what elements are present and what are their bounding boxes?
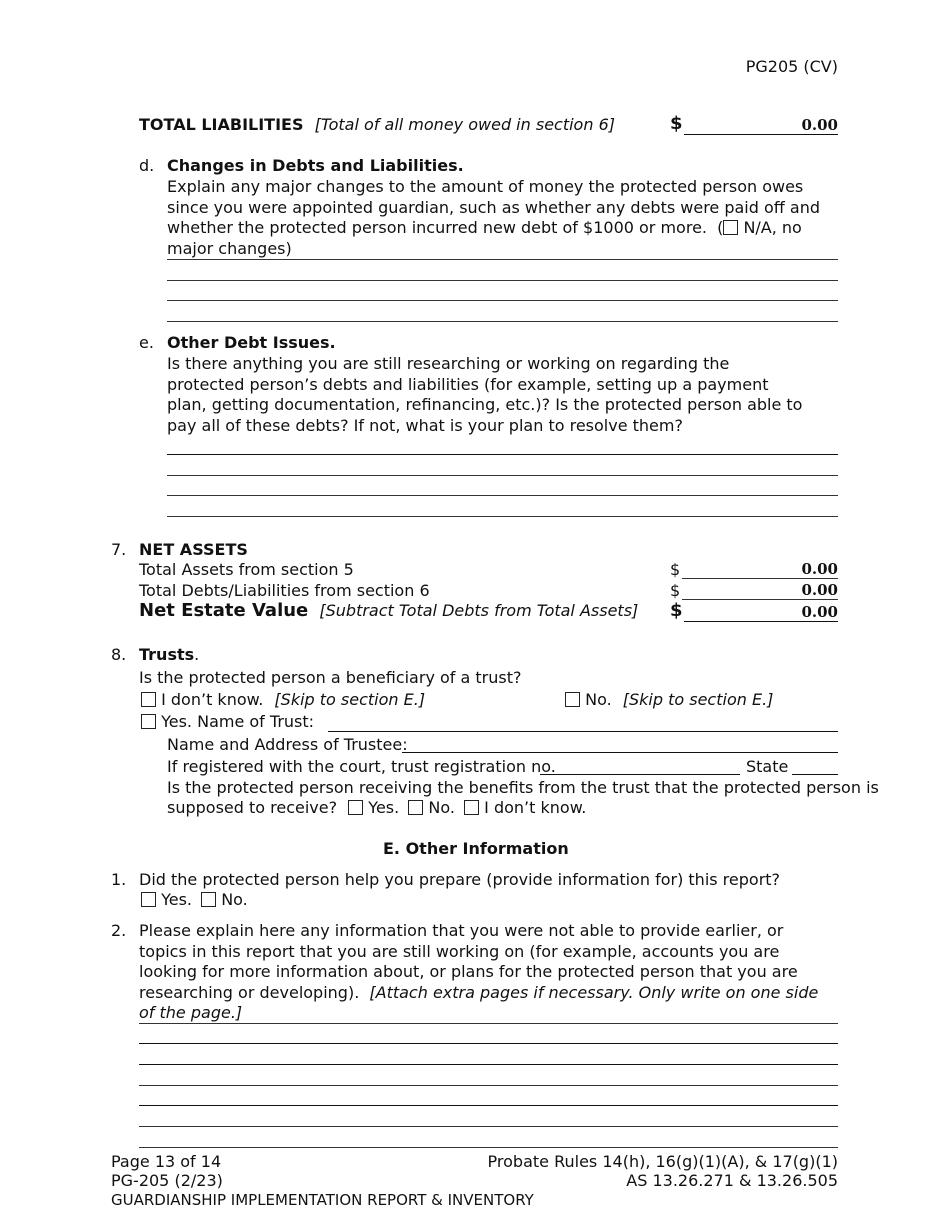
total-liabilities-row xyxy=(139,115,615,136)
receiving-no-checkbox[interactable] xyxy=(408,800,423,815)
section-d-na-label: N/A, no major changes) xyxy=(167,218,802,258)
receiving-question: Is the protected person receiving the benefits from the trust that the protected person is xyxy=(167,778,879,797)
total-liabilities-currency: $ xyxy=(670,113,683,134)
receiving-no-label: No. xyxy=(428,798,455,817)
footer-rules: Probate Rules 14(h), 16(g)(1)(A), & 17(g)(1) xyxy=(487,1152,838,1171)
section-E-heading: E. Other Information xyxy=(383,839,569,858)
net-assets-number: 7. xyxy=(111,540,127,559)
net-assets-row-amount: 0.00 xyxy=(801,560,838,578)
q2-number: 2. xyxy=(111,921,127,940)
form-code: PG205 (CV) xyxy=(745,57,838,76)
q2-answer-line[interactable] xyxy=(139,1105,838,1106)
trust-no-note: [Skip to section E.] xyxy=(622,690,774,709)
section-e-text: Is there anything you are still researching or working on regarding the protected person’s debts and liabilities (for example, setting up a payment plan, getting documentation, refinancing, etc.)? Is the protected person able to pay all of these debts? If not, what is your plan to resolve them? xyxy=(167,354,803,435)
total-liabilities-amount: 0.00 xyxy=(801,116,838,134)
q1-options xyxy=(141,890,248,911)
trust-name-input[interactable] xyxy=(328,713,838,732)
trust-no-label: No. xyxy=(585,690,612,709)
section-d-text: Explain any major changes to the amount of money the protected person owes since you were appointed guardian, such as whether any debts were paid off and whether the protected person incurred new debt of $1000 or more. xyxy=(167,177,820,237)
trust-yes-checkbox[interactable] xyxy=(141,714,156,729)
section-d-answer-line[interactable] xyxy=(167,321,838,322)
q2-answer-line[interactable] xyxy=(139,1147,838,1148)
section-e-answer-line[interactable] xyxy=(167,475,838,476)
q1-number: 1. xyxy=(111,870,127,889)
total-liabilities-note: [Total of all money owed in section 6] xyxy=(314,115,615,134)
q1-yes-checkbox[interactable] xyxy=(141,892,156,907)
receiving-dont-know-label: I don’t know. xyxy=(484,798,587,817)
q2-answer-line[interactable] xyxy=(139,1023,838,1024)
trust-no-checkbox[interactable] xyxy=(565,692,580,707)
net-assets-title: NET ASSETS xyxy=(139,540,248,559)
trustee-label: Name and Address of Trustee: xyxy=(167,735,408,754)
net-estate-currency: $ xyxy=(670,600,683,621)
q2-answer-line[interactable] xyxy=(139,1085,838,1086)
trusts-title-row xyxy=(139,645,199,666)
section-e-answer-line[interactable] xyxy=(167,454,838,455)
trusts-title-period: . xyxy=(194,645,200,664)
trust-no-option xyxy=(565,690,773,711)
trust-dont-know-note: [Skip to section E.] xyxy=(274,690,426,709)
trusts-question: Is the protected person a beneficiary of a trust? xyxy=(139,668,522,687)
trust-yes-label: Yes. Name of Trust: xyxy=(161,712,315,731)
q1-no-checkbox[interactable] xyxy=(201,892,216,907)
trusts-number: 8. xyxy=(111,645,127,664)
net-assets-row-amount: 0.00 xyxy=(801,581,838,599)
trust-dont-know-checkbox[interactable] xyxy=(141,692,156,707)
trust-dont-know-label: I don’t know. xyxy=(161,690,264,709)
section-d-answer-line[interactable] xyxy=(167,259,838,260)
trusts-title: Trusts xyxy=(139,645,195,664)
trust-dont-know-option xyxy=(141,690,425,711)
state-label: State xyxy=(746,757,789,776)
section-e-answer-line[interactable] xyxy=(167,495,838,496)
section-d-answer-line[interactable] xyxy=(167,280,838,281)
registration-label: If registered with the court, trust registration no. xyxy=(167,757,556,776)
supposed-label: supposed to receive? xyxy=(167,798,338,817)
section-d-answer-line[interactable] xyxy=(167,300,838,301)
net-assets-row-currency: $ xyxy=(670,581,681,600)
q2-block xyxy=(139,921,829,1024)
receiving-yes-checkbox[interactable] xyxy=(348,800,363,815)
net-assets-row-currency: $ xyxy=(670,560,681,579)
receiving-dont-know-checkbox[interactable] xyxy=(464,800,479,815)
q2-text: Please explain here any information that you were not able to provide earlier, or topics in this report that you are still working on (for example, accounts you are looking for more information about, or plans for the protected person that you are researching or developing). xyxy=(139,921,798,1002)
receiving-options xyxy=(167,798,586,819)
net-assets-row-label: Total Debts/Liabilities from section 6 xyxy=(139,581,430,600)
q2-answer-line[interactable] xyxy=(139,1043,838,1044)
section-d-title: Changes in Debts and Liabilities. xyxy=(167,156,464,175)
q1-no-label: No. xyxy=(221,890,248,909)
net-assets-row-label: Total Assets from section 5 xyxy=(139,560,354,579)
section-d-text-block xyxy=(167,177,839,259)
q2-answer-line[interactable] xyxy=(139,1126,838,1127)
q2-answer-line[interactable] xyxy=(139,1064,838,1065)
section-e-letter: e. xyxy=(139,333,154,352)
trustee-input[interactable] xyxy=(402,734,838,753)
section-e-answer-line[interactable] xyxy=(167,516,838,517)
total-liabilities-label: TOTAL LIABILITIES xyxy=(139,115,304,134)
section-e-title: Other Debt Issues. xyxy=(167,333,336,352)
section-d-na-open: ( xyxy=(717,218,724,237)
q2-note: [Attach extra pages if necessary. Only write on one side of the page.] xyxy=(139,982,819,1022)
section-d-na-checkbox[interactable] xyxy=(723,220,738,235)
net-estate-note: [Subtract Total Debts from Total Assets] xyxy=(319,601,639,620)
section-d-letter: d. xyxy=(139,156,155,175)
registration-input[interactable] xyxy=(540,756,740,775)
footer-statute: AS 13.26.271 & 13.26.505 xyxy=(626,1171,838,1190)
footer-page: Page 13 of 14 xyxy=(111,1152,222,1171)
net-estate-label: Net Estate Value xyxy=(139,600,309,621)
trust-yes-option xyxy=(141,712,314,733)
q1-yes-label: Yes. xyxy=(161,890,193,909)
receiving-yes-label: Yes. xyxy=(368,798,400,817)
footer-title: GUARDIANSHIP IMPLEMENTATION REPORT & INVENTORY xyxy=(111,1191,534,1209)
state-input[interactable] xyxy=(792,756,838,775)
net-estate-amount: 0.00 xyxy=(801,603,838,621)
q1-text: Did the protected person help you prepare (provide information for) this report? xyxy=(139,870,781,889)
footer-form: PG-205 (2/23) xyxy=(111,1171,223,1190)
net-estate-row xyxy=(139,601,638,622)
